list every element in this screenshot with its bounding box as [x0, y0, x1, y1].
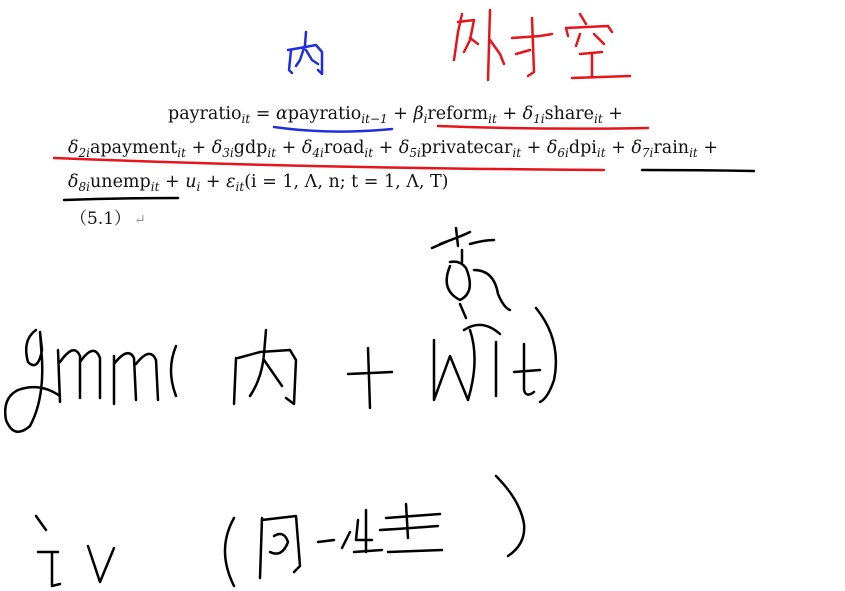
handwriting-iv	[36, 476, 524, 586]
underline-blue	[274, 127, 392, 132]
handwriting-gmm	[5, 228, 556, 432]
underline-red-2	[54, 158, 604, 170]
return-mark-icon: ↵	[134, 212, 146, 228]
equation-line-1: payratio$_{it}$ = αpayratio$_{it-1}$ + $\beta_ireform_{it}$ + $\delta_{1i}share_{it}$ +	[168, 104, 623, 126]
equation-line-3: $\delta_{8i}unemp_{it} + u_i + \varepsilon_{it}(i = 1$, Λ, n; t = 1, Λ, T)	[68, 172, 449, 194]
handwriting-nei-blue	[288, 32, 322, 74]
equation-number: （5.1） ↵	[70, 209, 146, 229]
equation-line-2: $\delta_{2i}apayment_{it} + \delta_{3i}gdp_{it}$ + $\delta_{4i}road_{it}$ + $\delta_{5i}privatecar_{it} + \delta_{6i}dpi_{it}$ + $\delta_{7i}rain_{it}$ +	[68, 138, 718, 160]
handwriting-waikong-red	[454, 10, 630, 80]
underline-black-2	[64, 198, 178, 200]
underline-black-1	[642, 170, 754, 171]
underline-red-1	[438, 126, 648, 129]
